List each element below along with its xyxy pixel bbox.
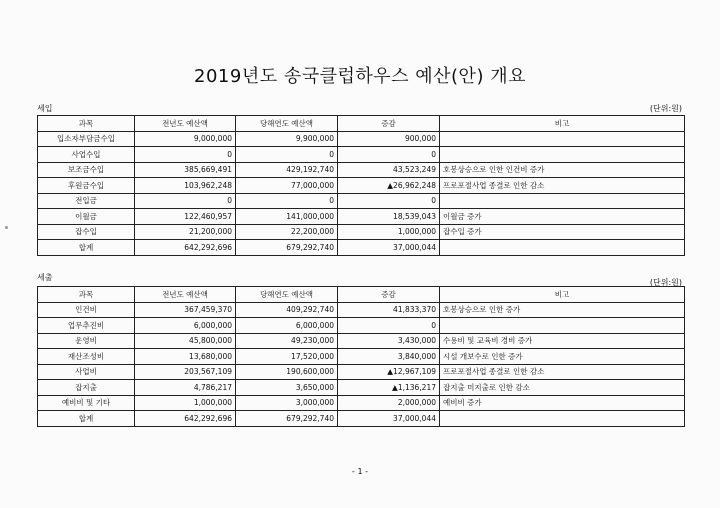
table-row xyxy=(38,224,685,240)
change-cell: 37,000,044 xyxy=(338,411,440,427)
curr-budget-cell: 141,000,000 xyxy=(236,209,338,225)
prev-budget-cell: 103,962,248 xyxy=(135,178,236,194)
curr-budget-cell: 3,000,000 xyxy=(236,395,338,411)
change-cell: 3,840,000 xyxy=(338,349,440,365)
item-cell: 사업수입 xyxy=(38,147,135,163)
curr-budget-cell: 679,292,740 xyxy=(236,411,338,427)
table-row xyxy=(38,411,685,427)
prev-budget-cell: 4,786,217 xyxy=(135,380,236,396)
expense-table xyxy=(37,286,685,427)
change-cell: 0 xyxy=(338,147,440,163)
item-cell: 사업비 xyxy=(38,364,135,380)
curr-budget-cell: 0 xyxy=(236,147,338,163)
table-row xyxy=(38,131,685,147)
change-cell: 900,000 xyxy=(338,131,440,147)
curr-budget-cell: 9,900,000 xyxy=(236,131,338,147)
expense-section-label: 세출 xyxy=(37,273,53,282)
prev-budget-cell: 367,459,370 xyxy=(135,302,236,318)
table-row xyxy=(38,209,685,225)
table-row xyxy=(38,240,685,256)
expense-unit-label: (단위:원) xyxy=(649,278,682,287)
page-title: 2019년도 송국클럽하우스 예산(안) 개요 xyxy=(194,66,526,87)
table-row xyxy=(38,349,685,365)
prev-budget-cell: 13,680,000 xyxy=(135,349,236,365)
note-cell xyxy=(440,411,685,427)
item-cell: 합계 xyxy=(38,240,135,256)
prev-budget-cell: 9,000,000 xyxy=(135,131,236,147)
change-cell: ▲12,967,109 xyxy=(338,364,440,380)
curr-budget-cell: 429,192,740 xyxy=(236,162,338,178)
income-section-label: 세입 xyxy=(37,104,53,113)
item-cell: 입소자부담금수입 xyxy=(38,131,135,147)
item-cell: 잡수입 xyxy=(38,224,135,240)
table-row xyxy=(38,364,685,380)
note-cell: 호봉상승으로 인한 인건비 증가 xyxy=(440,162,685,178)
curr-budget-cell: 679,292,740 xyxy=(236,240,338,256)
column-header: 증감 xyxy=(338,116,440,132)
curr-budget-cell: 17,520,000 xyxy=(236,349,338,365)
change-cell: ▲1,136,217 xyxy=(338,380,440,396)
change-cell: 0 xyxy=(338,193,440,209)
prev-budget-cell: 642,292,696 xyxy=(135,240,236,256)
note-cell: 호봉상승으로 인한 증가 xyxy=(440,302,685,318)
item-cell: 운영비 xyxy=(38,333,135,349)
item-cell: 합계 xyxy=(38,411,135,427)
note-cell: 잡지출 미지출로 인한 감소 xyxy=(440,380,685,396)
income-unit-label: (단위:원) xyxy=(649,104,682,113)
table-row xyxy=(38,302,685,318)
note-cell: 시설 개보수로 인한 증가 xyxy=(440,349,685,365)
table-header-row xyxy=(38,116,685,132)
item-cell: 전입금 xyxy=(38,193,135,209)
change-cell: ▲26,962,248 xyxy=(338,178,440,194)
column-header: 비고 xyxy=(440,116,685,132)
note-cell xyxy=(440,240,685,256)
item-cell: 후원금수입 xyxy=(38,178,135,194)
prev-budget-cell: 21,200,000 xyxy=(135,224,236,240)
prev-budget-cell: 122,460,957 xyxy=(135,209,236,225)
item-cell: 잡지출 xyxy=(38,380,135,396)
curr-budget-cell: 6,000,000 xyxy=(236,318,338,334)
table-row xyxy=(38,178,685,194)
item-cell: 업무추진비 xyxy=(38,318,135,334)
table-header-row xyxy=(38,287,685,303)
note-cell: 프로포절사업 종결로 인한 감소 xyxy=(440,178,685,194)
column-header: 비고 xyxy=(440,287,685,303)
prev-budget-cell: 0 xyxy=(135,147,236,163)
item-cell: 보조금수입 xyxy=(38,162,135,178)
change-cell: 18,539,043 xyxy=(338,209,440,225)
prev-budget-cell: 642,292,696 xyxy=(135,411,236,427)
table-row xyxy=(38,395,685,411)
note-cell: 예비비 증가 xyxy=(440,395,685,411)
column-header: 전년도 예산액 xyxy=(135,287,236,303)
curr-budget-cell: 0 xyxy=(236,193,338,209)
note-cell xyxy=(440,193,685,209)
table-row xyxy=(38,380,685,396)
prev-budget-cell: 385,669,491 xyxy=(135,162,236,178)
curr-budget-cell: 190,600,000 xyxy=(236,364,338,380)
table-row xyxy=(38,162,685,178)
item-cell: 이월금 xyxy=(38,209,135,225)
item-cell: 인건비 xyxy=(38,302,135,318)
column-header: 당해연도 예산액 xyxy=(236,116,338,132)
curr-budget-cell: 3,650,000 xyxy=(236,380,338,396)
item-cell: 재산조성비 xyxy=(38,349,135,365)
column-header: 전년도 예산액 xyxy=(135,116,236,132)
change-cell: 3,430,000 xyxy=(338,333,440,349)
note-cell: 잡수입 증가 xyxy=(440,224,685,240)
page-number: - 1 - xyxy=(352,467,368,476)
table-row xyxy=(38,147,685,163)
note-cell: 수용비 및 교육비 경비 증가 xyxy=(440,333,685,349)
item-cell: 예비비 및 기타 xyxy=(38,395,135,411)
change-cell: 2,000,000 xyxy=(338,395,440,411)
column-header: 당해연도 예산액 xyxy=(236,287,338,303)
change-cell: 1,000,000 xyxy=(338,224,440,240)
prev-budget-cell: 203,567,109 xyxy=(135,364,236,380)
table-row xyxy=(38,333,685,349)
curr-budget-cell: 77,000,000 xyxy=(236,178,338,194)
note-cell: 프로포절사업 종결로 인한 감소 xyxy=(440,364,685,380)
note-cell xyxy=(440,147,685,163)
change-cell: 43,523,249 xyxy=(338,162,440,178)
column-header: 과목 xyxy=(38,287,135,303)
table-row xyxy=(38,193,685,209)
prev-budget-cell: 1,000,000 xyxy=(135,395,236,411)
curr-budget-cell: 22,200,000 xyxy=(236,224,338,240)
prev-budget-cell: 0 xyxy=(135,193,236,209)
column-header: 증감 xyxy=(338,287,440,303)
prev-budget-cell: 6,000,000 xyxy=(135,318,236,334)
table-row xyxy=(38,318,685,334)
note-cell: 이월금 증가 xyxy=(440,209,685,225)
change-cell: 37,000,044 xyxy=(338,240,440,256)
note-cell xyxy=(440,318,685,334)
income-table xyxy=(37,115,685,256)
curr-budget-cell: 49,230,000 xyxy=(236,333,338,349)
prev-budget-cell: 45,800,000 xyxy=(135,333,236,349)
column-header: 과목 xyxy=(38,116,135,132)
scan-speck xyxy=(5,226,8,229)
note-cell xyxy=(440,131,685,147)
change-cell: 0 xyxy=(338,318,440,334)
curr-budget-cell: 409,292,740 xyxy=(236,302,338,318)
change-cell: 41,833,370 xyxy=(338,302,440,318)
